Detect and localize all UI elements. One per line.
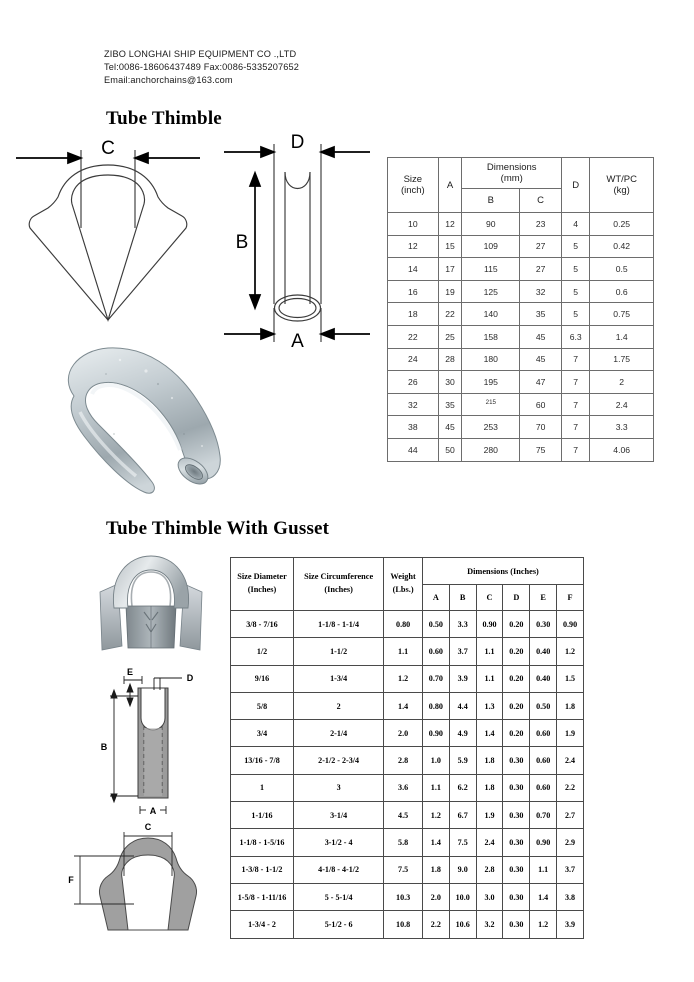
- cell-size-circumference: 1-3/4: [294, 665, 384, 692]
- section-title-tube-thimble: Tube Thimble: [106, 108, 222, 129]
- dimension-label-e: E: [126, 667, 134, 677]
- table-row: [388, 235, 654, 258]
- cell-size: 10: [388, 213, 439, 236]
- col-header-dimensions: Dimensions (mm): [462, 158, 562, 189]
- cell-a: 50: [438, 438, 462, 461]
- cell-b: 9.0: [449, 856, 476, 883]
- cell-size-diameter: 1/2: [231, 638, 294, 665]
- cell-wt: 0.5: [590, 258, 654, 281]
- cell-d: 5: [562, 303, 590, 326]
- cell-c: 1.8: [476, 747, 503, 774]
- company-name: ZIBO LONGHAI SHIP EQUIPMENT CO .,LTD: [104, 49, 297, 59]
- cell-b: 253: [462, 416, 520, 439]
- cell-c: 23: [520, 213, 562, 236]
- cell-d: 0.20: [503, 611, 530, 638]
- table-row: [388, 258, 654, 281]
- table-row: [231, 665, 584, 692]
- cell-size: 16: [388, 280, 439, 303]
- col-header-wt: WT/PC (kg): [590, 158, 654, 213]
- cell-a: 15: [438, 235, 462, 258]
- table-row: [231, 911, 584, 938]
- cell-wt: 1.4: [590, 325, 654, 348]
- dimension-label-f: F: [68, 875, 74, 885]
- cell-d: 7: [562, 438, 590, 461]
- cell-d: 0.30: [503, 856, 530, 883]
- cell-c: 27: [520, 235, 562, 258]
- cell-size-circumference: 3: [294, 774, 384, 801]
- cell-a: 0.50: [422, 611, 449, 638]
- col-header-weight: Weight (Lbs.): [384, 558, 423, 611]
- cell-c: 0.90: [476, 611, 503, 638]
- cell-size-diameter: 1-3/4 - 2: [231, 911, 294, 938]
- cell-b: 180: [462, 348, 520, 371]
- cell-e: 1.4: [530, 883, 557, 910]
- dimension-label-b-gusset: B: [100, 742, 108, 752]
- cell-f: 1.8: [557, 692, 584, 719]
- company-phone-fax: Tel:0086-18606437489 Fax:0086-5335207652: [104, 62, 300, 73]
- cell-weight: 1.2: [384, 665, 423, 692]
- cell-weight: 4.5: [384, 802, 423, 829]
- cell-b: 3.3: [449, 611, 476, 638]
- cell-d: 7: [562, 371, 590, 394]
- cell-b: 4.9: [449, 720, 476, 747]
- cell-size-diameter: 9/16: [231, 665, 294, 692]
- table-row: [231, 747, 584, 774]
- cell-a: 1.2: [422, 802, 449, 829]
- dimension-label-c-gusset: C: [144, 822, 152, 832]
- cell-weight: 0.80: [384, 611, 423, 638]
- cell-b: 280: [462, 438, 520, 461]
- cell-d: 4: [562, 213, 590, 236]
- cell-c: 1.4: [476, 720, 503, 747]
- table-row: [388, 325, 654, 348]
- cell-size-circumference: 2-1/4: [294, 720, 384, 747]
- cell-d: 0.20: [503, 692, 530, 719]
- cell-size-diameter: 5/8: [231, 692, 294, 719]
- col-header-d: D: [562, 158, 590, 213]
- cell-size-circumference: 3-1/2 - 4: [294, 829, 384, 856]
- cell-f: 3.7: [557, 856, 584, 883]
- cell-size-diameter: 1-1/8 - 1-5/16: [231, 829, 294, 856]
- cell-wt: 3.3: [590, 416, 654, 439]
- cell-f: 1.5: [557, 665, 584, 692]
- cell-weight: 10.8: [384, 911, 423, 938]
- cell-a: 1.1: [422, 774, 449, 801]
- cell-weight: 2.0: [384, 720, 423, 747]
- cell-f: 2.2: [557, 774, 584, 801]
- cell-b: 215: [462, 393, 520, 416]
- cell-e: 0.70: [530, 802, 557, 829]
- cell-a: 35: [438, 393, 462, 416]
- cell-c: 1.1: [476, 638, 503, 665]
- cell-c: 75: [520, 438, 562, 461]
- cell-wt: 0.6: [590, 280, 654, 303]
- col-header-b: B: [462, 188, 520, 212]
- cell-wt: 1.75: [590, 348, 654, 371]
- cell-d: 5: [562, 258, 590, 281]
- cell-d: 0.30: [503, 911, 530, 938]
- cell-size: 44: [388, 438, 439, 461]
- table-row: [231, 638, 584, 665]
- cell-b: 10.0: [449, 883, 476, 910]
- cell-a: 1.8: [422, 856, 449, 883]
- cell-wt: 0.42: [590, 235, 654, 258]
- cell-d: 0.20: [503, 638, 530, 665]
- cell-e: 0.60: [530, 747, 557, 774]
- cell-size-circumference: 1-1/2: [294, 638, 384, 665]
- col-header-dimensions-inches: Dimensions (Inches): [422, 558, 583, 585]
- cell-c: 1.3: [476, 692, 503, 719]
- dimension-label-d: D: [290, 132, 305, 153]
- cell-a: 28: [438, 348, 462, 371]
- cell-d: 0.30: [503, 747, 530, 774]
- cell-weight: 1.4: [384, 692, 423, 719]
- cell-a: 19: [438, 280, 462, 303]
- cell-size-circumference: 5 - 5-1/4: [294, 883, 384, 910]
- cell-c: 60: [520, 393, 562, 416]
- company-header: [104, 48, 299, 87]
- tube-thimble-dimensions-table: [387, 157, 654, 462]
- table-row: [388, 438, 654, 461]
- cell-f: 2.4: [557, 747, 584, 774]
- cell-a: 17: [438, 258, 462, 281]
- col-header-c2: C: [476, 585, 503, 611]
- cell-a: 45: [438, 416, 462, 439]
- cell-e: 0.50: [530, 692, 557, 719]
- cell-d: 7: [562, 393, 590, 416]
- cell-b: 158: [462, 325, 520, 348]
- cell-weight: 10.3: [384, 883, 423, 910]
- table-row: [388, 371, 654, 394]
- cell-e: 0.60: [530, 720, 557, 747]
- cell-a: 0.90: [422, 720, 449, 747]
- cell-a: 30: [438, 371, 462, 394]
- col-header-a: A: [438, 158, 462, 213]
- cell-size-circumference: 4-1/8 - 4-1/2: [294, 856, 384, 883]
- cell-c: 27: [520, 258, 562, 281]
- cell-b: 10.6: [449, 911, 476, 938]
- cell-b: 125: [462, 280, 520, 303]
- cell-size: 18: [388, 303, 439, 326]
- cell-a: 22: [438, 303, 462, 326]
- cell-b: 109: [462, 235, 520, 258]
- cell-b: 115: [462, 258, 520, 281]
- cell-c: 47: [520, 371, 562, 394]
- cell-c: 2.8: [476, 856, 503, 883]
- cell-f: 1.9: [557, 720, 584, 747]
- cell-b: 6.2: [449, 774, 476, 801]
- company-email: Email:anchorchains@163.com: [104, 75, 233, 86]
- drawing-gusset-side-view: [86, 666, 226, 818]
- cell-a: 25: [438, 325, 462, 348]
- cell-d: 0.20: [503, 720, 530, 747]
- cell-f: 2.9: [557, 829, 584, 856]
- cell-size: 12: [388, 235, 439, 258]
- cell-c: 70: [520, 416, 562, 439]
- cell-d: 0.30: [503, 883, 530, 910]
- table-1-body: [388, 213, 654, 462]
- cell-c: 1.1: [476, 665, 503, 692]
- cell-weight: 1.1: [384, 638, 423, 665]
- col-header-f2: F: [557, 585, 584, 611]
- dimension-label-a-gusset: A: [149, 806, 157, 816]
- cell-c: 32: [520, 280, 562, 303]
- cell-a: 1.0: [422, 747, 449, 774]
- cell-wt: 2.4: [590, 393, 654, 416]
- dimension-label-a: A: [291, 331, 304, 352]
- table-2: [230, 557, 584, 939]
- cell-b: 5.9: [449, 747, 476, 774]
- table-2-body: [231, 611, 584, 939]
- cell-e: 1.1: [530, 856, 557, 883]
- cell-c: 35: [520, 303, 562, 326]
- cell-a: 0.60: [422, 638, 449, 665]
- cell-size-circumference: 2: [294, 692, 384, 719]
- cell-d: 5: [562, 235, 590, 258]
- cell-b: 90: [462, 213, 520, 236]
- cell-size-diameter: 1-1/16: [231, 802, 294, 829]
- cell-f: 3.9: [557, 911, 584, 938]
- cell-d: 6.3: [562, 325, 590, 348]
- col-header-e2: E: [530, 585, 557, 611]
- section-title-tube-thimble-with-gusset: Tube Thimble With Gusset: [106, 518, 330, 539]
- table-row: [388, 416, 654, 439]
- col-header-b2: B: [449, 585, 476, 611]
- cell-f: 1.2: [557, 638, 584, 665]
- cell-c: 3.2: [476, 911, 503, 938]
- cell-weight: 7.5: [384, 856, 423, 883]
- cell-size-diameter: 1-5/8 - 1-11/16: [231, 883, 294, 910]
- cell-e: 0.60: [530, 774, 557, 801]
- dimension-label-c: C: [101, 138, 115, 159]
- col-header-c: C: [520, 188, 562, 212]
- cell-wt: 0.25: [590, 213, 654, 236]
- cell-b: 6.7: [449, 802, 476, 829]
- cell-a: 2.2: [422, 911, 449, 938]
- cell-c: 45: [520, 325, 562, 348]
- cell-a: 0.80: [422, 692, 449, 719]
- table-row: [388, 393, 654, 416]
- cell-a: 12: [438, 213, 462, 236]
- cell-d: 0.30: [503, 829, 530, 856]
- cell-c: 1.9: [476, 802, 503, 829]
- cell-weight: 3.6: [384, 774, 423, 801]
- col-header-d2: D: [503, 585, 530, 611]
- dimension-label-d-gusset: D: [186, 673, 194, 683]
- cell-b: 140: [462, 303, 520, 326]
- cell-size: 32: [388, 393, 439, 416]
- cell-d: 0.30: [503, 774, 530, 801]
- cell-e: 0.30: [530, 611, 557, 638]
- cell-b: 195: [462, 371, 520, 394]
- table-row: [231, 829, 584, 856]
- dimension-label-b: B: [235, 232, 249, 253]
- table-row: [231, 774, 584, 801]
- cell-size-circumference: 3-1/4: [294, 802, 384, 829]
- table-1: [387, 157, 654, 462]
- cell-size-diameter: 1-3/8 - 1-1/2: [231, 856, 294, 883]
- cell-d: 0.20: [503, 665, 530, 692]
- cell-size-diameter: 3/8 - 7/16: [231, 611, 294, 638]
- cell-size-circumference: 2-1/2 - 2-3/4: [294, 747, 384, 774]
- table-1-header: [388, 158, 654, 213]
- table-row: [388, 280, 654, 303]
- col-header-size-circumference: Size Circumference (Inches): [294, 558, 384, 611]
- cell-size-circumference: 5-1/2 - 6: [294, 911, 384, 938]
- cell-wt: 2: [590, 371, 654, 394]
- cell-size: 22: [388, 325, 439, 348]
- cell-weight: 5.8: [384, 829, 423, 856]
- cell-size: 26: [388, 371, 439, 394]
- table-row: [231, 802, 584, 829]
- cell-d: 7: [562, 348, 590, 371]
- cell-d: 5: [562, 280, 590, 303]
- cell-b: 4.4: [449, 692, 476, 719]
- cell-b: 3.9: [449, 665, 476, 692]
- table-row: [388, 303, 654, 326]
- table-row: [231, 611, 584, 638]
- cell-e: 0.40: [530, 638, 557, 665]
- table-row: [388, 348, 654, 371]
- cell-weight: 2.8: [384, 747, 423, 774]
- col-header-a2: A: [422, 585, 449, 611]
- cell-e: 0.40: [530, 665, 557, 692]
- cell-size-circumference: 1-1/8 - 1-1/4: [294, 611, 384, 638]
- table-row: [231, 720, 584, 747]
- col-header-size: Size (inch): [388, 158, 439, 213]
- cell-e: 1.2: [530, 911, 557, 938]
- cell-f: 0.90: [557, 611, 584, 638]
- cell-wt: 4.06: [590, 438, 654, 461]
- cell-wt: 0.75: [590, 303, 654, 326]
- table-row: [231, 692, 584, 719]
- drawing-gusset-front-view: [62, 822, 232, 932]
- cell-a: 2.0: [422, 883, 449, 910]
- cell-size: 24: [388, 348, 439, 371]
- cell-d: 7: [562, 416, 590, 439]
- cell-size-diameter: 1: [231, 774, 294, 801]
- cell-f: 3.8: [557, 883, 584, 910]
- cell-size-diameter: 3/4: [231, 720, 294, 747]
- gusset-thimble-dimensions-table: [230, 557, 584, 939]
- cell-size-diameter: 13/16 - 7/8: [231, 747, 294, 774]
- table-2-header: [231, 558, 584, 611]
- cell-b: 7.5: [449, 829, 476, 856]
- table-row: [231, 883, 584, 910]
- cell-a: 0.70: [422, 665, 449, 692]
- cell-f: 2.7: [557, 802, 584, 829]
- cell-c: 2.4: [476, 829, 503, 856]
- table-row: [231, 856, 584, 883]
- cell-c: 1.8: [476, 774, 503, 801]
- cell-a: 1.4: [422, 829, 449, 856]
- table-row: [388, 213, 654, 236]
- cell-d: 0.30: [503, 802, 530, 829]
- product-photo-gusset-thimble: [88, 548, 214, 656]
- col-header-size-diameter: Size Diameter (Inches): [231, 558, 294, 611]
- cell-b: 3.7: [449, 638, 476, 665]
- drawing-tube-thimble-side-view: [222, 132, 372, 357]
- cell-c: 3.0: [476, 883, 503, 910]
- cell-size: 38: [388, 416, 439, 439]
- cell-e: 0.90: [530, 829, 557, 856]
- drawing-tube-thimble-front-view: [8, 132, 208, 327]
- cell-size: 14: [388, 258, 439, 281]
- cell-c: 45: [520, 348, 562, 371]
- product-photo-tube-thimble: [34, 338, 249, 498]
